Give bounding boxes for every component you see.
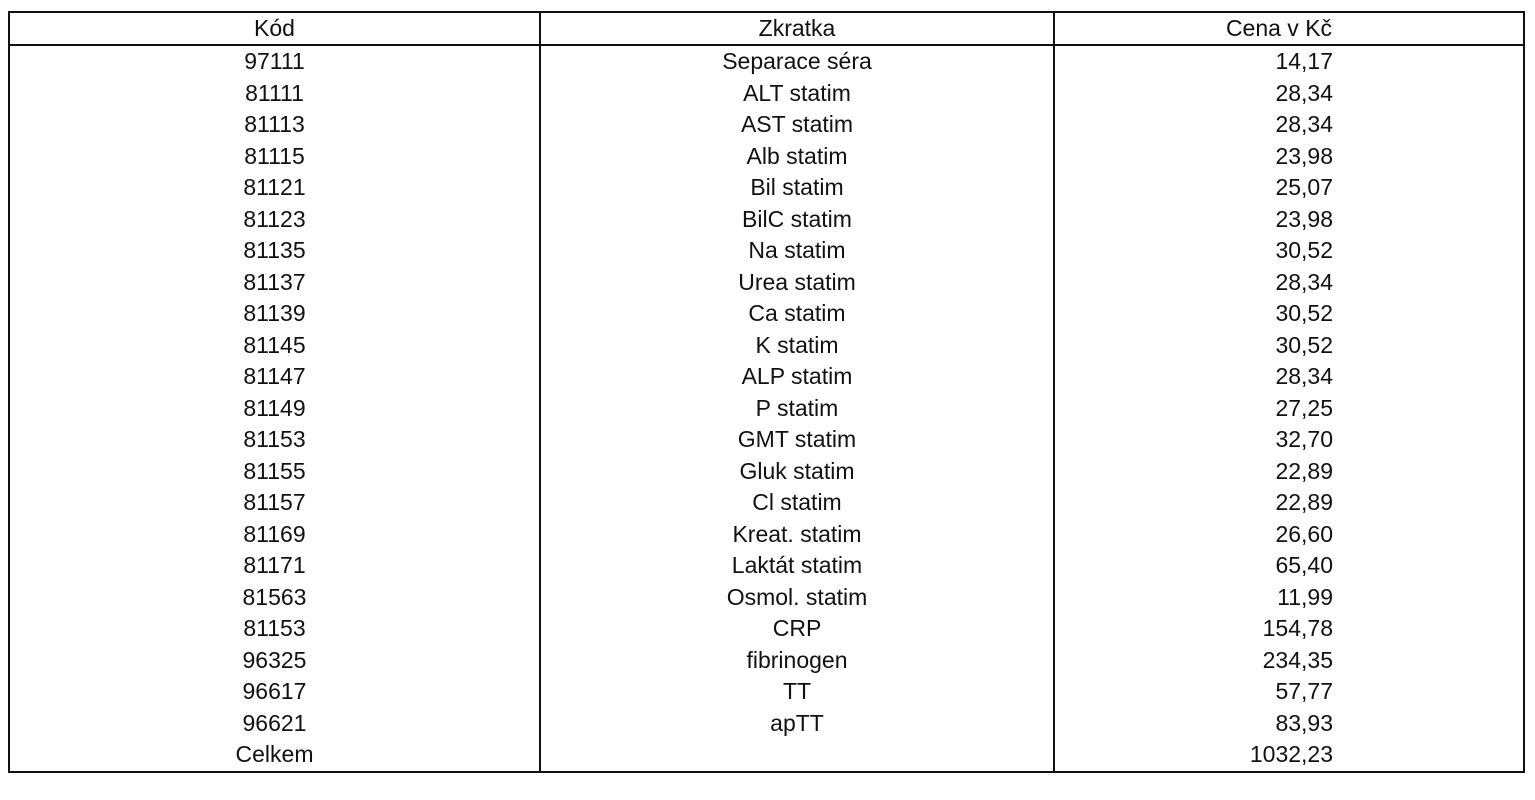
cell-code: 81147 bbox=[243, 363, 306, 390]
price-table-container bbox=[8, 11, 1523, 773]
table-row bbox=[9, 550, 1524, 582]
cell-abbreviation: AST statim bbox=[540, 109, 1054, 141]
cell-abbreviation: Laktát statim bbox=[540, 550, 1054, 582]
cell-code: 81139 bbox=[243, 300, 306, 327]
table-row bbox=[9, 109, 1524, 141]
cell-price: 28,34 bbox=[1054, 361, 1524, 393]
cell-abbreviation: CRP bbox=[540, 613, 1054, 645]
total-price: 1032,23 bbox=[1054, 739, 1524, 772]
cell-code: 81137 bbox=[243, 268, 306, 295]
table-row bbox=[9, 361, 1524, 393]
table-row bbox=[9, 613, 1524, 645]
cell-price: 30,52 bbox=[1054, 235, 1524, 267]
cell-price: 83,93 bbox=[1054, 708, 1524, 740]
cell-code: 81153 bbox=[243, 615, 306, 642]
cell-abbreviation: Kreat. statim bbox=[540, 519, 1054, 551]
table-row bbox=[9, 78, 1524, 110]
cell-price: 65,40 bbox=[1054, 550, 1524, 582]
cell-code: 96621 bbox=[242, 709, 307, 736]
cell-price: 11,99 bbox=[1054, 582, 1524, 614]
cell-abbreviation: Separace séra bbox=[540, 45, 1054, 78]
cell-code: 81149 bbox=[243, 394, 306, 421]
table-row bbox=[9, 519, 1524, 551]
cell-abbreviation: P statim bbox=[540, 393, 1054, 425]
cell-price: 23,98 bbox=[1054, 141, 1524, 173]
table-row bbox=[9, 456, 1524, 488]
table-row bbox=[9, 330, 1524, 362]
cell-price: 28,34 bbox=[1054, 267, 1524, 299]
cell-price: 234,35 bbox=[1054, 645, 1524, 677]
cell-price: 27,25 bbox=[1054, 393, 1524, 425]
cell-code: 81113 bbox=[244, 111, 305, 138]
table-row bbox=[9, 267, 1524, 299]
cell-code: 81153 bbox=[243, 426, 306, 453]
cell-code: 81123 bbox=[243, 205, 306, 232]
header-abbreviation: Zkratka bbox=[540, 12, 1054, 45]
cell-price: 23,98 bbox=[1054, 204, 1524, 236]
table-row bbox=[9, 298, 1524, 330]
cell-abbreviation: fibrinogen bbox=[540, 645, 1054, 677]
header-code: Kód bbox=[9, 12, 540, 45]
table-body bbox=[9, 45, 1524, 772]
cell-code: 97111 bbox=[244, 48, 305, 75]
cell-abbreviation: Na statim bbox=[540, 235, 1054, 267]
table-row bbox=[9, 45, 1524, 78]
header-price: Cena v Kč bbox=[1054, 12, 1524, 45]
cell-abbreviation: Urea statim bbox=[540, 267, 1054, 299]
cell-code: 81145 bbox=[243, 331, 306, 358]
total-row bbox=[9, 739, 1524, 772]
cell-abbreviation: TT bbox=[540, 676, 1054, 708]
cell-abbreviation: apTT bbox=[540, 708, 1054, 740]
cell-price: 30,52 bbox=[1054, 330, 1524, 362]
cell-code: 81155 bbox=[243, 457, 306, 484]
cell-code: 81171 bbox=[243, 552, 306, 579]
cell-abbreviation: K statim bbox=[540, 330, 1054, 362]
cell-price: 26,60 bbox=[1054, 519, 1524, 551]
cell-price: 14,17 bbox=[1054, 45, 1524, 78]
table-row bbox=[9, 645, 1524, 677]
total-abbreviation bbox=[540, 739, 1054, 772]
cell-abbreviation: Alb statim bbox=[540, 141, 1054, 173]
table-row bbox=[9, 204, 1524, 236]
cell-code: 96325 bbox=[242, 646, 307, 673]
cell-abbreviation: Osmol. statim bbox=[540, 582, 1054, 614]
table-row bbox=[9, 487, 1524, 519]
cell-code: 81115 bbox=[244, 142, 305, 169]
cell-price: 25,07 bbox=[1054, 172, 1524, 204]
cell-price: 22,89 bbox=[1054, 487, 1524, 519]
cell-abbreviation: ALT statim bbox=[540, 78, 1054, 110]
total-label: Celkem bbox=[235, 741, 314, 768]
cell-code: 96617 bbox=[242, 678, 307, 705]
cell-code: 81157 bbox=[243, 489, 306, 516]
cell-abbreviation: BilC statim bbox=[540, 204, 1054, 236]
cell-abbreviation: GMT statim bbox=[540, 424, 1054, 456]
table-row bbox=[9, 393, 1524, 425]
table-row bbox=[9, 235, 1524, 267]
price-table bbox=[8, 11, 1525, 773]
table-row bbox=[9, 172, 1524, 204]
cell-abbreviation: Ca statim bbox=[540, 298, 1054, 330]
cell-code: 81121 bbox=[243, 174, 306, 201]
table-header bbox=[9, 12, 1524, 45]
cell-code: 81135 bbox=[243, 237, 306, 264]
cell-abbreviation: ALP statim bbox=[540, 361, 1054, 393]
table-row bbox=[9, 424, 1524, 456]
table-row bbox=[9, 582, 1524, 614]
cell-price: 28,34 bbox=[1054, 78, 1524, 110]
cell-code: 81563 bbox=[242, 583, 307, 610]
table-row bbox=[9, 708, 1524, 740]
cell-abbreviation: Cl statim bbox=[540, 487, 1054, 519]
cell-price: 57,77 bbox=[1054, 676, 1524, 708]
cell-price: 32,70 bbox=[1054, 424, 1524, 456]
cell-code: 81169 bbox=[243, 520, 306, 547]
cell-abbreviation: Bil statim bbox=[540, 172, 1054, 204]
table-row bbox=[9, 141, 1524, 173]
cell-price: 30,52 bbox=[1054, 298, 1524, 330]
cell-code: 81111 bbox=[245, 79, 304, 106]
header-row bbox=[9, 12, 1524, 45]
cell-price: 22,89 bbox=[1054, 456, 1524, 488]
cell-abbreviation: Gluk statim bbox=[540, 456, 1054, 488]
cell-price: 154,78 bbox=[1054, 613, 1524, 645]
cell-price: 28,34 bbox=[1054, 109, 1524, 141]
table-row bbox=[9, 676, 1524, 708]
